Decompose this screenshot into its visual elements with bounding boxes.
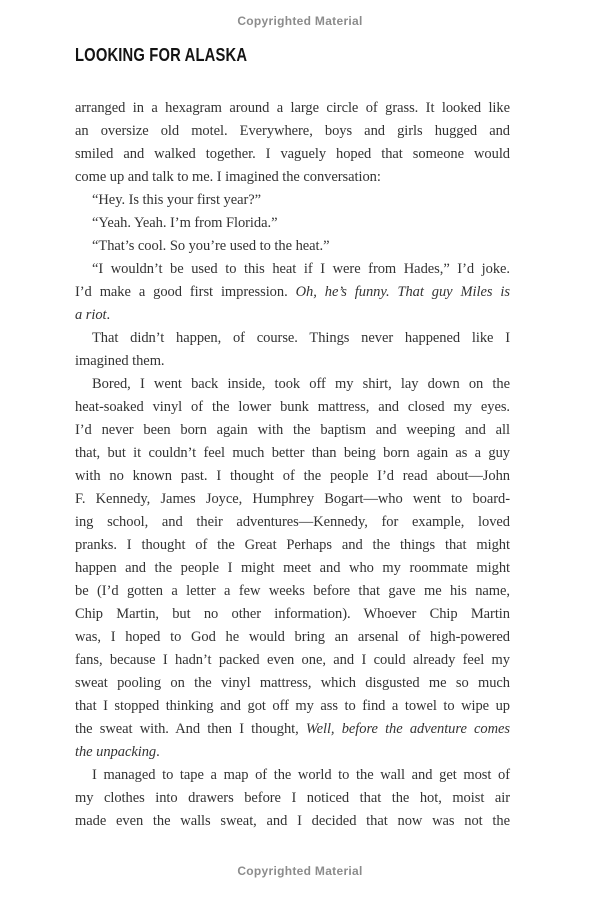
text-run: arranged in a hexagram around a large circle of grass. It looked like [75,100,510,116]
text-line [75,741,510,764]
text-line [75,327,510,350]
text-run: . [106,307,111,323]
text-run: sweat pooling on the vinyl mattress, which disgusted me so much [75,675,510,691]
text-run: that, but it couldn’t feel much better than being born again as a guy [75,445,510,461]
text-line [75,373,510,396]
text-run: “Yeah. Yeah. I’m from Florida.” [92,215,278,231]
text-run: I’d make a good first impression. [75,284,296,300]
text-run: come up and talk to me. I imagined the conversation: [75,169,381,185]
text-run: made even the walls sweat, and I decided that now was not the [75,813,510,829]
copyright-notice-top: Copyrighted Material [237,14,363,28]
copyright-notice-bottom: Copyrighted Material [237,864,363,878]
text-line [75,304,510,327]
text-line [75,419,510,442]
text-line [75,166,510,189]
text-line [75,626,510,649]
text-line [75,189,510,212]
text-run: that I stopped thinking and got off my ass to find a towel to wipe up [75,698,510,714]
text-line [75,350,510,373]
text-line [75,787,510,810]
italic-text-run: Oh, he’s funny. That guy Miles is [295,284,510,300]
text-run: the sweat with. And then I thought, [75,721,306,737]
italic-text-run: the unpacking [75,744,157,760]
text-run: I’d never been born again with the baptism and weeping and all [75,422,510,438]
italic-text-run: a riot [75,307,107,323]
text-line [75,488,510,511]
text-line [75,235,510,258]
text-line [75,764,510,787]
text-run: Bored, I went back inside, took off my shirt, lay down on the [92,376,510,392]
text-line [75,534,510,557]
text-line [75,557,510,580]
text-run: heat-soaked vinyl of the lower bunk mattress, and closed my eyes. [75,399,510,415]
text-run: “Hey. Is this your first year?” [92,192,262,208]
text-line [75,120,510,143]
text-run: imagined them. [75,353,165,369]
text-run: ing school, and their adventures—Kennedy, for example, loved [75,514,510,530]
text-line [75,396,510,419]
text-run: “I wouldn’t be used to this heat if I were from Hades,” I’d joke. [92,261,510,277]
text-run: with no known past. I thought of the people I’d read about—John [75,468,510,484]
text-line [75,143,510,166]
text-line [75,281,510,304]
text-run: smiled and walked together. I vaguely hoped that someone would [75,146,510,162]
text-line [75,672,510,695]
text-run: “That’s cool. So you’re used to the heat.” [92,238,330,254]
italic-text-run: Well, before the adventure comes [305,721,510,737]
text-run: happen and the people I might meet and who my roommate might [75,560,510,576]
text-line [75,97,510,120]
text-line [75,465,510,488]
text-run: . [156,744,160,760]
text-line [75,511,510,534]
text-run: Chip Martin, but no other information). Whoever Chip Martin [75,606,510,622]
text-run: be (I’d gotten a letter a few weeks before that gave me his name, [75,583,510,599]
text-line [75,718,510,741]
text-run: was, I hoped to God he would bring an arsenal of high-powered [75,629,510,645]
text-line [75,810,510,833]
text-line [75,212,510,235]
text-line [75,603,510,626]
running-header-title: LOOKING FOR ALASKA [75,45,248,65]
text-line [75,649,510,672]
text-run: an oversize old motel. Everywhere, boys and girls hugged and [75,123,510,139]
text-block [75,97,510,833]
text-run: pranks. I thought of the Great Perhaps and the things that might [75,537,510,553]
text-run: fans, because I hadn’t packed even one, and I could already feel my [75,652,510,668]
text-run: That didn’t happen, of course. Things never happened like I [92,330,510,346]
text-line [75,695,510,718]
text-line [75,442,510,465]
text-run: F. Kennedy, James Joyce, Humphrey Bogart—who went to board- [75,491,510,507]
text-run: I managed to tape a map of the world to the wall and get most of [92,767,510,783]
text-run: my clothes into drawers before I noticed that the hot, moist air [75,790,510,806]
text-line [75,580,510,603]
text-line [75,258,510,281]
